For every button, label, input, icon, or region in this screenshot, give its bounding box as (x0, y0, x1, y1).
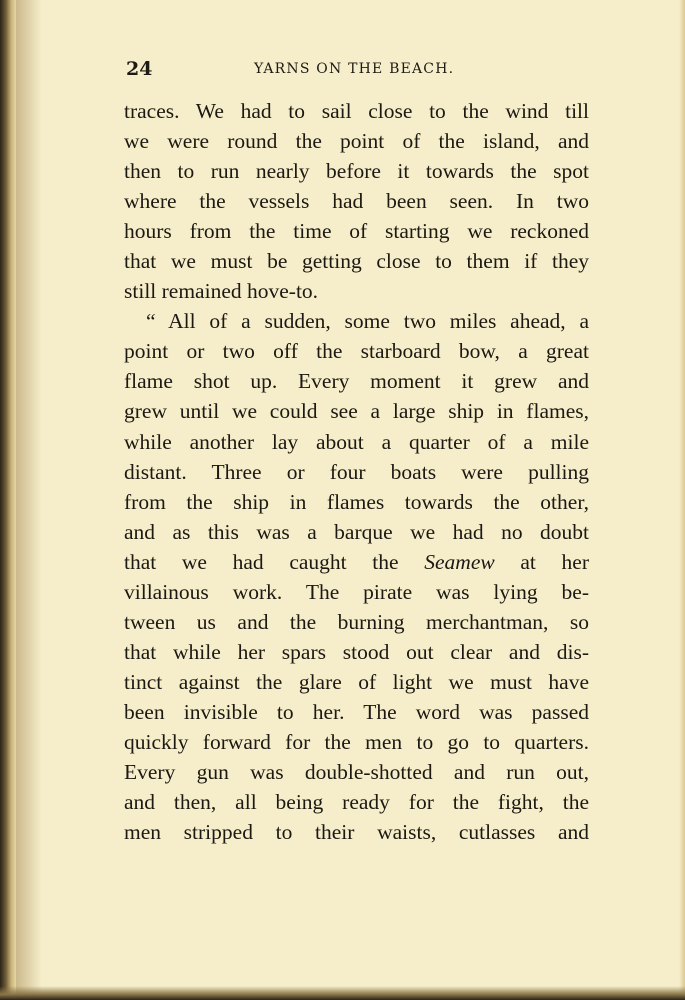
body-text (124, 96, 589, 847)
text-line: villainous work. The pirate was lying be- (124, 579, 589, 604)
text-line: that we must be getting close to them if they (124, 249, 589, 274)
text-line: then to run nearly before it towards the spot (124, 159, 589, 184)
text-segment: at her (494, 549, 589, 574)
text-segment: that we had caught the (124, 549, 425, 574)
page-edge (679, 0, 685, 1000)
text-line: while another lay about a quarter of a mile (124, 429, 589, 454)
running-head: YARNS ON THE BEACH. (254, 61, 455, 77)
page-bottom-edge (0, 986, 685, 1000)
gutter-shadow (16, 0, 42, 1000)
text-line: and as this was a barque we had no doubt (124, 519, 589, 544)
text-line: grew until we could see a large ship in flames, (124, 399, 589, 424)
ship-name: Seamew (424, 549, 495, 574)
text-line: distant. Three or four boats were pulling (124, 459, 589, 484)
text-line: point or two off the starboard bow, a great (124, 339, 589, 364)
text-line: men stripped to their waists, cutlasses and (124, 820, 589, 845)
text-line: still remained hove-to. (124, 279, 319, 304)
text-line: and then, all being ready for the fight, the (124, 790, 589, 815)
text-line: that while her spars stood out clear and dis- (124, 639, 589, 664)
text-line: “ All of a sudden, some two miles ahead, a (146, 309, 589, 334)
text-line: tween us and the burning merchantman, so (124, 609, 589, 634)
book-binding (0, 0, 16, 1000)
text-line: flame shot up. Every moment it grew and (124, 369, 589, 394)
text-line: hours from the time of starting we reckoned (124, 219, 589, 244)
page-header (126, 58, 586, 82)
text-line (124, 547, 589, 577)
text-line: quickly forward for the men to go to quarters. (124, 729, 589, 754)
text-line: been invisible to her. The word was passed (124, 699, 589, 724)
text-line: where the vessels had been seen. In two (124, 189, 589, 214)
text-line: traces. We had to sail close to the wind till (124, 99, 589, 123)
text-line: tinct against the glare of light we must have (124, 669, 589, 694)
text-line: we were round the point of the island, and (124, 129, 589, 154)
page-number: 24 (126, 58, 153, 80)
text-line: Every gun was double-shotted and run out, (124, 760, 589, 785)
text-line: from the ship in flames towards the other, (124, 489, 589, 514)
